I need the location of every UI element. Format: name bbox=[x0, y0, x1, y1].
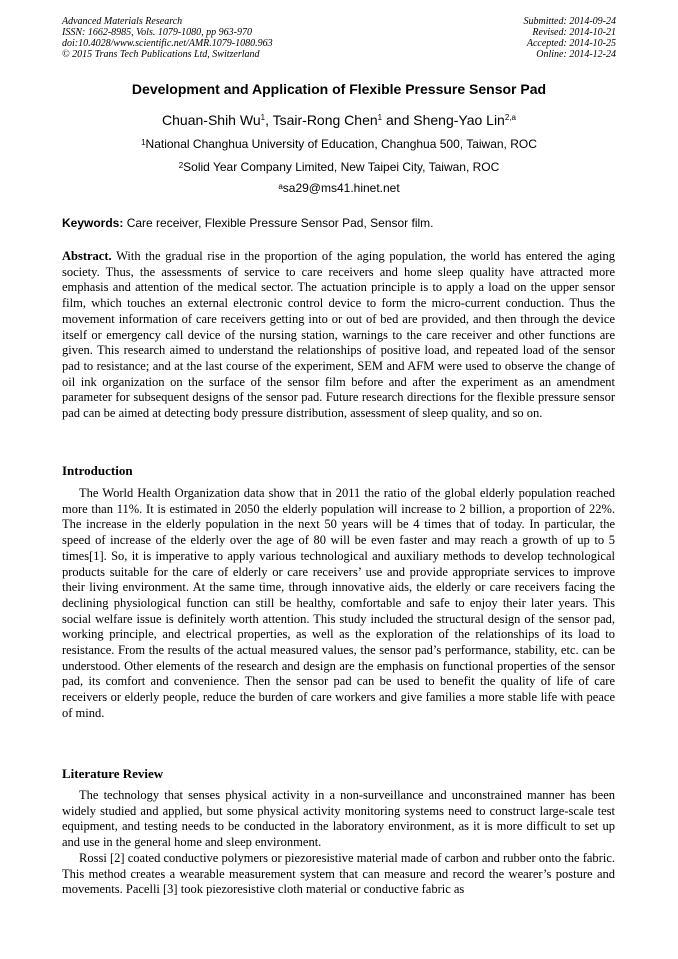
author-list: Chuan-Shih Wu$^1$, Tsair-Rong Chen$^1$ and Sheng-Yao Lin$^{2,a}$ bbox=[162, 112, 516, 128]
publication-dates bbox=[524, 16, 617, 60]
keywords bbox=[62, 216, 434, 231]
author-affiliation-mark: 2,a bbox=[504, 113, 516, 122]
abstract bbox=[62, 249, 615, 422]
journal-doi: doi:10.4028/www.scientific.net/AMR.1079-1080.963 bbox=[62, 38, 273, 49]
affiliation-text: Solid Year Company Limited, New Taipei City, Taiwan, ROC bbox=[183, 160, 500, 174]
introduction-heading: Introduction bbox=[62, 463, 133, 478]
author-affiliation-mark: 1 bbox=[377, 113, 383, 122]
literature-review-body bbox=[62, 788, 615, 898]
paper-title: Development and Application of Flexible Pressure Sensor Pad bbox=[131, 81, 547, 97]
author-email bbox=[0, 181, 678, 196]
abstract-label: Abstract. bbox=[62, 249, 112, 263]
date-revised: Revised: 2014-10-21 bbox=[532, 27, 616, 38]
affiliation-1 bbox=[0, 137, 678, 152]
affiliation-mark: 1 bbox=[141, 138, 146, 147]
journal-name: Advanced Materials Research bbox=[62, 16, 183, 27]
email-text: sa29@ms41.hinet.net bbox=[282, 181, 400, 195]
author-name: Chuan-Shih Wu bbox=[162, 112, 261, 128]
journal-copyright: © 2015 Trans Tech Publications Ltd, Switzerland bbox=[62, 49, 260, 60]
journal-issn: ISSN: 1662-8985, Vols. 1079-1080, pp 963-970 bbox=[62, 27, 252, 38]
keywords-text: Care receiver, Flexible Pressure Sensor Pad, Sensor film. bbox=[126, 216, 434, 230]
affiliation-text: National Changhua University of Education, Changhua 500, Taiwan, ROC bbox=[145, 137, 537, 151]
email-mark: a bbox=[278, 182, 283, 191]
journal-info bbox=[62, 16, 273, 60]
author-affiliation-mark: 1 bbox=[260, 113, 266, 122]
affiliation-2 bbox=[0, 160, 678, 175]
introduction-body bbox=[62, 486, 615, 722]
literature-paragraph: Rossi [2] coated conductive polymers or piezoresistive material made of carbon and rubber onto the fabric. This method creates a wearable measurement system that can measure and record the wearer’s posture and movements. Pacelli [3] took piezoresistive cloth material or conductive fabric as bbox=[62, 850, 615, 897]
introduction-paragraph: The World Health Organization data show that in 2011 the ratio of the global elderly population reached more than 11%. It is estimated in 2050 the elderly population will increase to 2 billion, a proportion of 22%. The increase in the elderly population in the next 50 years will be 4 times that of today. In particular, the speed of increase of the elderly over the age of 80 will be even faster and may reach a growth of up to 5 times[1]. So, it is imperative to apply various technological and auxiliary methods to develop technological products suitable for the care of elderly or care receivers’ use and provide appropriate services to improve their living environment. At the same time, through innovative aids, the elderly or care receivers facing the declining physiological function can still be healthy, comfortable and safe to enjoy their later years. This social welfare issue is definitely worth attention. This study included the structural design of the sensor pad, working principle, and electrical properties, as well as the exploration of the relationships of its load to resistance. From the results of the actual measured values, the sensor pad’s performance, stability, etc. can be understood. Other elements of the research and design are the emphasis on functional properties of the sensor pad, its comfort and convenience. Then the sensor pad can be used to benefit the quality of life of care receivers or elderly people, reduce the burden of care workers and give families a more stable life with peace of mind. bbox=[62, 486, 615, 720]
author-name: Tsair-Rong Chen bbox=[272, 112, 378, 128]
keywords-label: Keywords: bbox=[62, 216, 124, 230]
date-submitted: Submitted: 2014-09-24 bbox=[523, 16, 616, 27]
author-conjunction: and bbox=[386, 112, 410, 128]
abstract-text: With the gradual rise in the proportion of the aging population, the world has entered the aging society. Thus, the assessments of service to care receivers and home sleep quality have attracted more emphasis and attention of the medical sector. The actuation principle is to apply a load on the upper sensor film, which touches an external electronic control device to form the micro-current conduction. Thus the movement information of care receivers getting into or out of bed are provided, and then through the device itself or emergency call device of the nursing station, warnings to the care receiver and other functions are given. This research aimed to understand the relationships of positive load, and repeated load of the sensor pad to resistance; and at the last course of the experiment, SEM and AFM were used to observe the change of oil ink organization on the surface of the sensor film before and after the experiment as an amendment parameter for subsequent designs of the sensor pad. Future research directions for the flexible pressure sensor pad can be aimed at detecting body pressure distribution, assessment of sleep quality, and so on. bbox=[62, 249, 616, 421]
literature-paragraph: The technology that senses physical activity in a non-surveillance and unconstrained manner has been widely studied and applied, but some physical activity monitoring systems need to construct large-scale test equipment, and testing needs to be conducted in the laboratory environment, as it is more difficult to set up and use in the general home and sleep environment. bbox=[62, 788, 615, 850]
literature-review-heading: Literature Review bbox=[62, 766, 164, 781]
affiliation-mark: 2 bbox=[178, 161, 184, 170]
author-name: Sheng-Yao Lin bbox=[413, 112, 505, 128]
date-online: Online: 2014-12-24 bbox=[536, 49, 616, 60]
date-accepted: Accepted: 2014-10-25 bbox=[526, 38, 616, 49]
